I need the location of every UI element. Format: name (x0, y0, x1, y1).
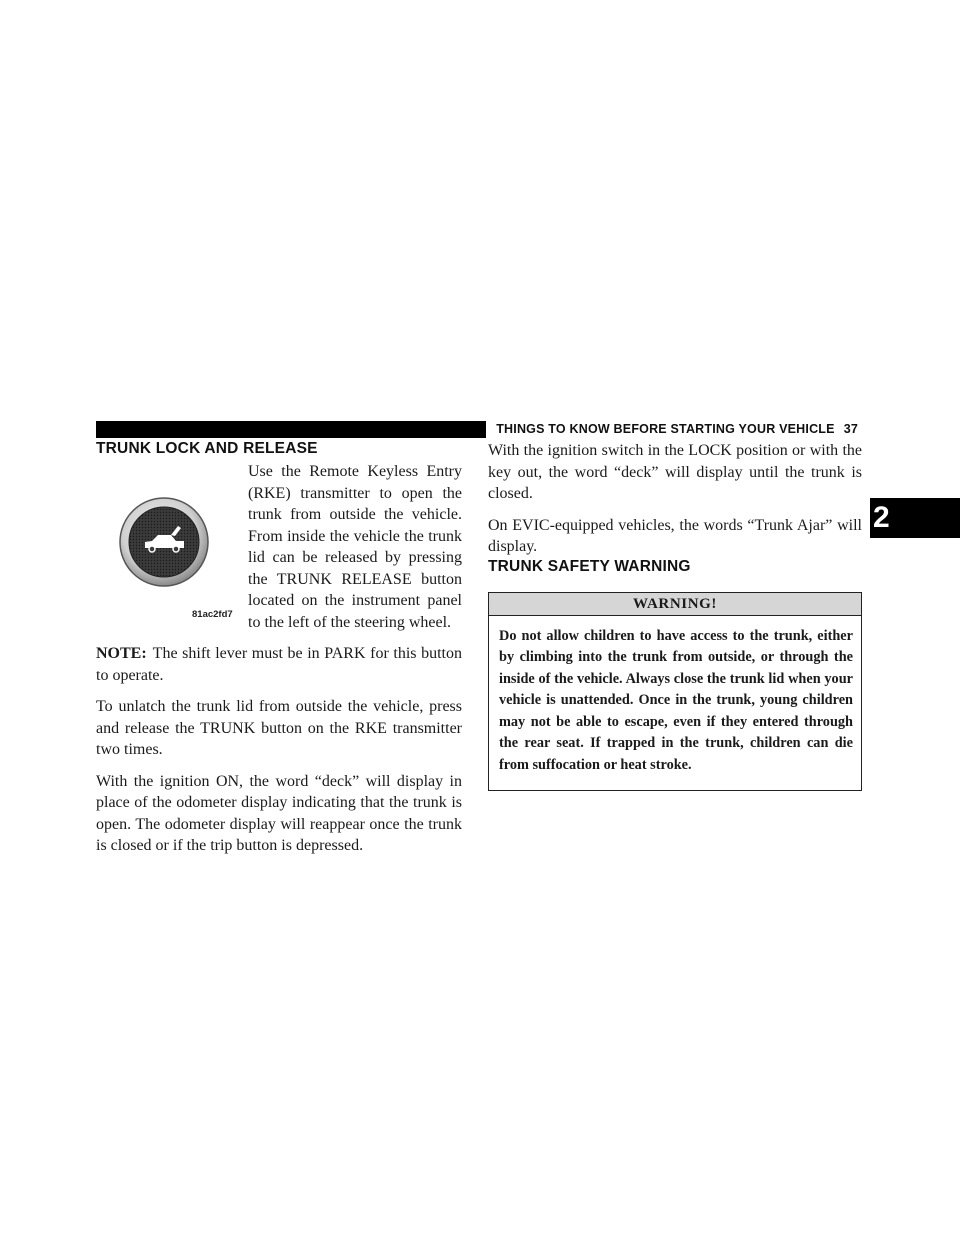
ignition-on-paragraph: With the ignition ON, the word “deck” will display in place of the odometer display indicating that the trunk is open. The odometer display will reappear once the trunk is closed or if the trip button is depressed. (96, 772, 462, 854)
note-paragraph (96, 643, 462, 686)
right-column (488, 440, 862, 791)
warning-title: WARNING! (489, 593, 861, 616)
unlatch-paragraph: To unlatch the trunk lid from outside the vehicle, press and release the TRUNK button on the RKE transmitter two times. (96, 698, 462, 758)
warning-text: Do not allow children to have access to the trunk, either by climbing into the trunk from outside, or through the inside of the vehicle. Always close the trunk lid when your vehicle is unattended. Once in the trunk, young children may not be able to escape, even if they entered through the rear seat. If trapped in the trunk, children can die from suffocation or heat stroke. (499, 627, 853, 773)
trunk-release-button-icon (96, 466, 236, 616)
section-heading-trunk-safety: TRUNK SAFETY WARNING (488, 557, 691, 575)
section-heading-trunk-lock: TRUNK LOCK AND RELEASE (96, 440, 318, 457)
page-number: 37 (843, 422, 858, 436)
left-column (96, 440, 462, 857)
chapter-tab: 2 (870, 498, 960, 538)
trunk-release-intro: Use the Remote Keyless Entry (RKE) transmitter to open the trunk from outside the vehicle. From inside the vehicle the trunk lid can be released by pressing the TRUNK RELEASE button located on the instrument panel to the left of the steering wheel. (248, 463, 462, 631)
header-bar (96, 421, 862, 438)
section-title: THINGS TO KNOW BEFORE STARTING YOUR VEHICLE (496, 422, 835, 436)
note-label: NOTE: (96, 645, 147, 662)
trunk-release-figure (96, 466, 236, 620)
warning-box (488, 592, 862, 792)
ignition-lock-paragraph: With the ignition switch in the LOCK position or with the key out, the word “deck” will display until the trunk is closed. (488, 442, 862, 502)
running-header (486, 421, 862, 438)
figure-code: 81ac2fd7 (192, 609, 233, 620)
evic-paragraph: On EVIC-equipped vehicles, the words “Trunk Ajar” will display. (488, 516, 862, 555)
note-text: The shift lever must be in PARK for this button to operate. (96, 645, 462, 684)
